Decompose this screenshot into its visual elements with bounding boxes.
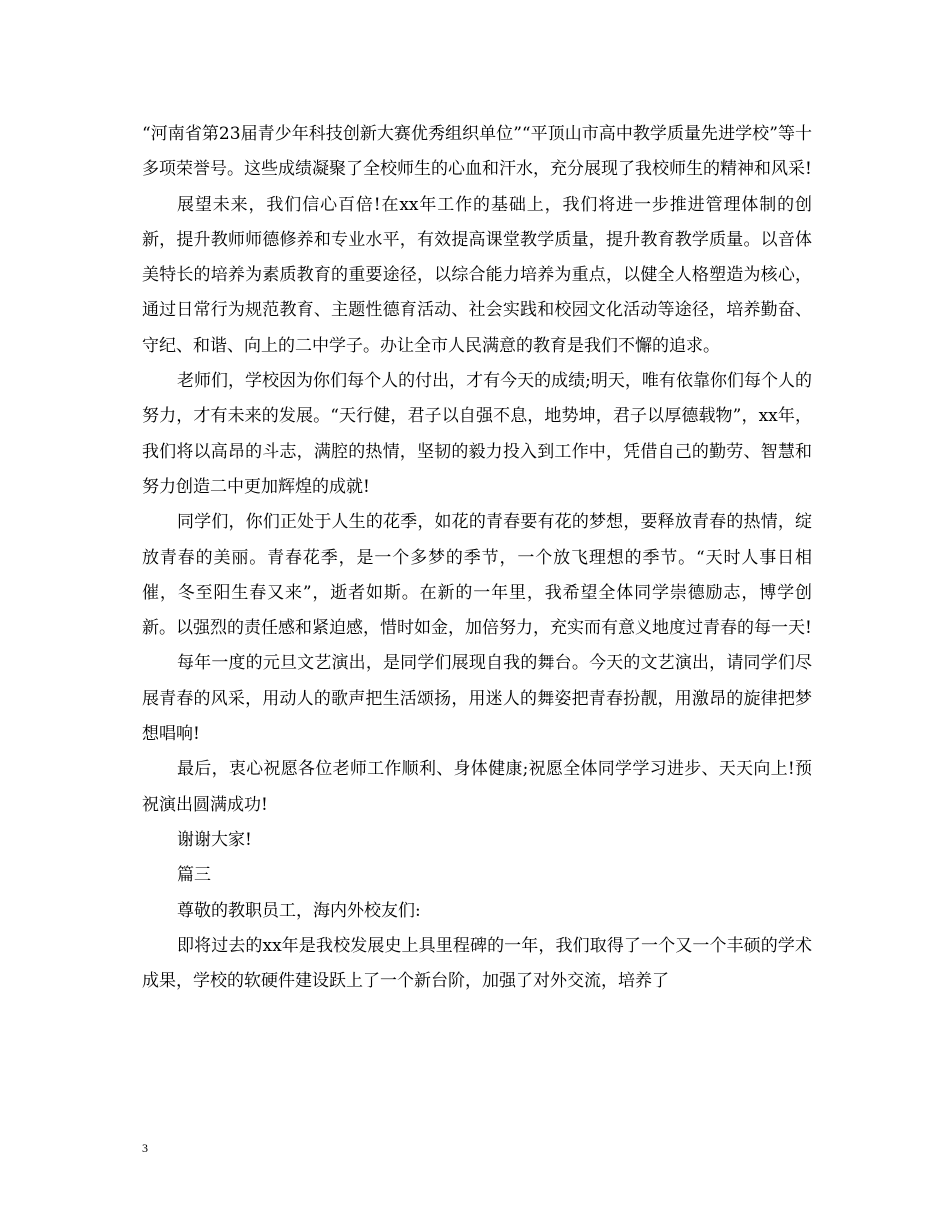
- paragraph-outlook: 展望未来，我们信心百倍!在xx年工作的基础上，我们将进一步推进管理体制的创新，提升教师师德修养和专业水平，有效提高课堂教学质量，提升教育教学质量。以音体美特长的培养为素质教育的重要途径，以综合能力培养为重点，以健全人格塑造为核心，通过日常行为规范教育、主题性德育活动、社会实践和校园文化活动等途径，培养勤奋、守纪、和谐、向上的二中学子。办让全市人民满意的教育是我们不懈的追求。: [142, 194, 812, 356]
- paragraph-students: 同学们，你们正处于人生的花季，如花的青春要有花的梦想，要释放青春的热情，绽放青春的美丽。青春花季，是一个多梦的季节，一个放飞理想的季节。“天时人事日相催，冬至阳生春又来”，逝者如斯。在新的一年里，我希望全体同学崇德励志，博学创新。以强烈的责任感和紧迫感，惜时如金，加倍努力，充实而有意义地度过青春的每一天!: [142, 512, 812, 639]
- paragraph-thanks: 谢谢大家!: [177, 829, 252, 850]
- paragraph-wishes: 最后，衷心祝愿各位老师工作顺利、身体健康;祝愿全体同学学习进步、天天向上!预祝演出圆满成功!: [142, 759, 812, 815]
- section-heading: 篇三: [177, 865, 211, 886]
- paragraph-honors: “河南省第23届青少年科技创新大赛优秀组织单位”“平顶山市高中教学质量先进学校”等十多项荣誉号。这些成绩凝聚了全校师生的心血和汗水，充分展现了我校师生的精神和风采!: [142, 124, 812, 180]
- paragraph-performance: 每年一度的元旦文艺演出，是同学们展现自我的舞台。今天的文艺演出，请同学们尽展青春的风采，用动人的歌声把生活颂扬，用迷人的舞姿把青春扮靓，用激昂的旋律把梦想唱响!: [142, 653, 812, 745]
- paragraph-year-review: 即将过去的xx年是我校发展史上具里程碑的一年，我们取得了一个又一个丰硕的学术成果，学校的软硬件建设跃上了一个新台阶，加强了对外交流，培养了: [142, 935, 812, 992]
- page-number: 3: [142, 1141, 148, 1155]
- document-body: [142, 117, 812, 999]
- salutation: 尊敬的教职员工，海内外校友们:: [177, 900, 421, 921]
- paragraph-teachers: 老师们，学校因为你们每个人的付出，才有今天的成绩;明天，唯有依靠你们每个人的努力，才有未来的发展。“天行健，君子以自强不息，地势坤，君子以厚德载物”，xx年，我们将以高昂的斗志，满腔的热情，坚韧的毅力投入到工作中，凭借自己的勤劳、智慧和努力创造二中更加辉煌的成就!: [142, 371, 812, 497]
